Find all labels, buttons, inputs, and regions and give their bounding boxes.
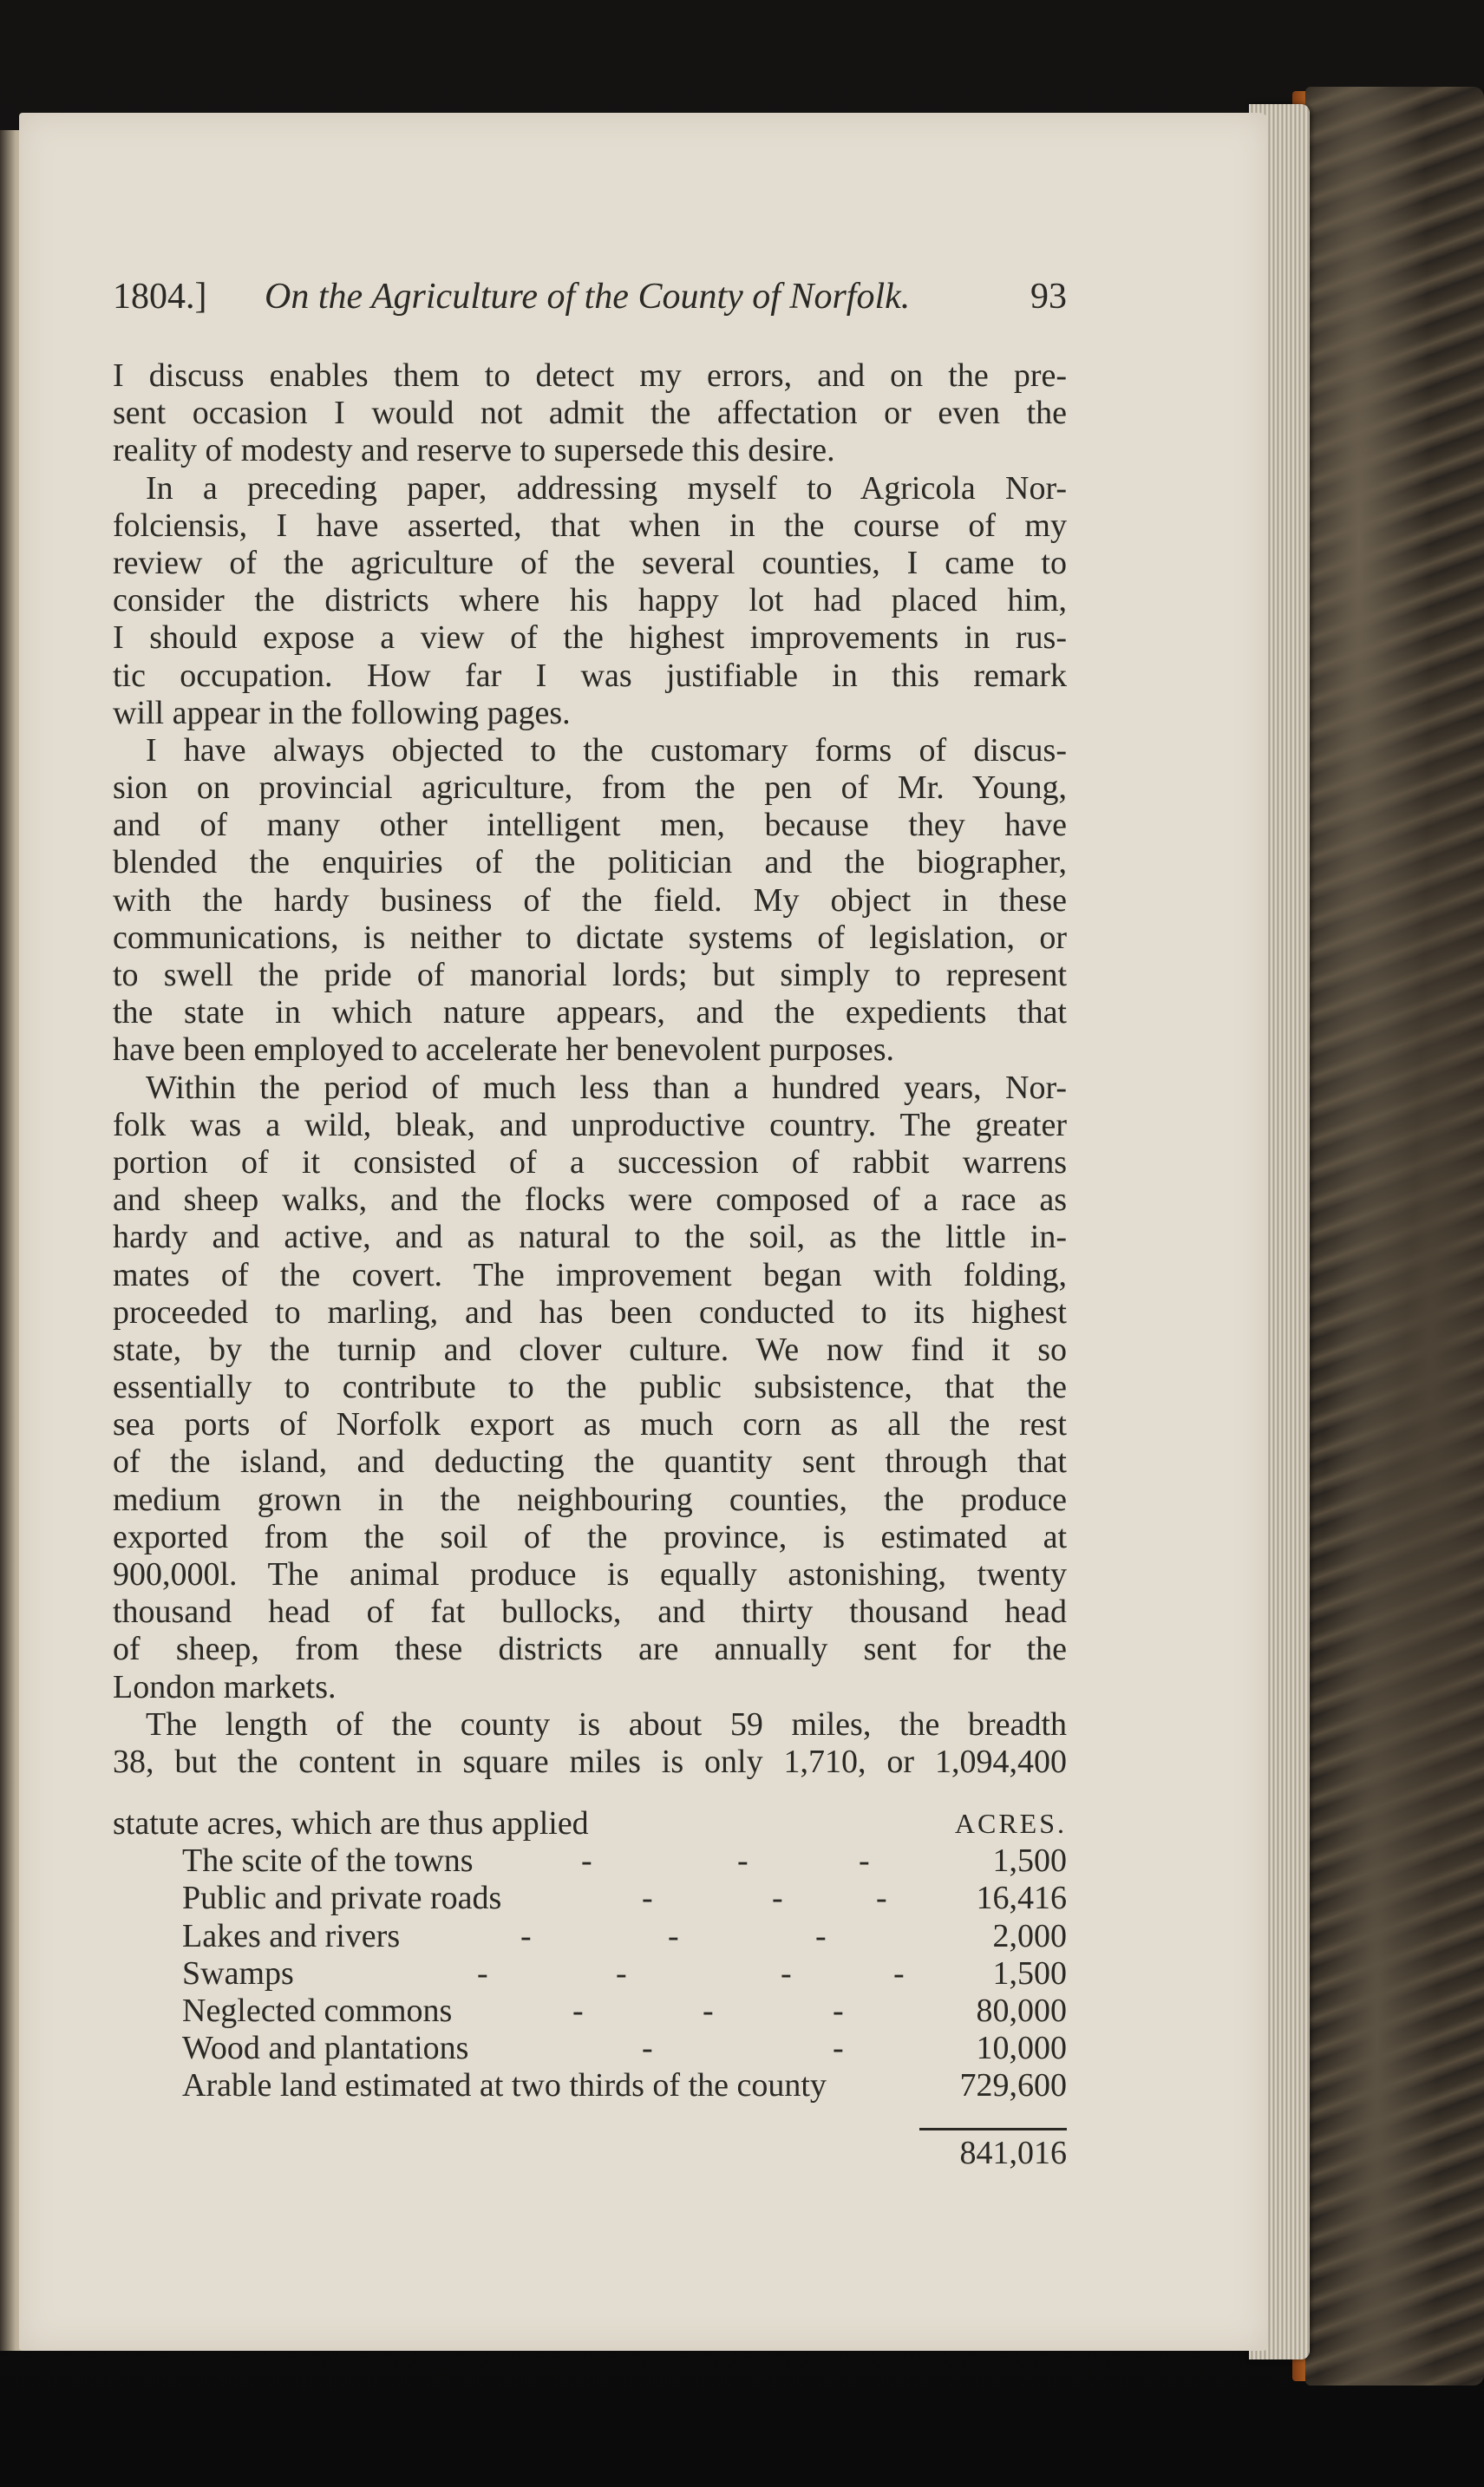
- table-row: [113, 1918, 1067, 1955]
- table-row: [113, 2067, 1067, 2104]
- dash: -: [815, 1917, 827, 1954]
- dash: -: [859, 1842, 870, 1880]
- row-label: Wood and plantations: [182, 2030, 469, 2067]
- text-line: and sheep walks, and the flocks were composed of a race as: [113, 1181, 1067, 1219]
- row-value: 16,416: [976, 1880, 1067, 1917]
- text-line: London markets.: [113, 1668, 337, 1705]
- row-value: 729,600: [959, 2067, 1067, 2104]
- text-line: state, by the turnip and clover culture. We now find it so: [113, 1331, 1067, 1368]
- table-row: [113, 1880, 1067, 1917]
- dash: -: [668, 1917, 679, 1954]
- table-total: 841,016: [959, 2135, 1067, 2171]
- row-label: Arable land estimated at two thirds of the county: [182, 2067, 827, 2104]
- dash: -: [772, 1880, 783, 1917]
- text-line: will appear in the following pages.: [113, 694, 571, 731]
- row-value: 1,500: [992, 1954, 1067, 1992]
- table-row: [113, 2030, 1067, 2067]
- table-row: [113, 1842, 1067, 1880]
- text-line: I have always objected to the customary forms of discus-: [146, 731, 1067, 769]
- dash: -: [642, 1880, 653, 1917]
- text-line: sea ports of Norfolk export as much corn as all the rest: [113, 1406, 1067, 1443]
- table-row: [113, 1993, 1067, 2030]
- row-label: Swamps: [182, 1954, 294, 1992]
- marbled-cover: [1305, 87, 1484, 2386]
- text-line: to swell the pride of manorial lords; but simply to represent: [113, 957, 1067, 993]
- dash: -: [833, 1992, 844, 2029]
- row-label: Lakes and rivers: [182, 1917, 401, 1954]
- text-line: medium grown in the neighbouring counties, the produce: [113, 1481, 1067, 1518]
- text-line: blended the enquiries of the politician and the biographer,: [113, 844, 1067, 881]
- dash: -: [781, 1954, 792, 1992]
- dash: -: [477, 1954, 488, 1992]
- table-intro: statute acres, which are thus applied: [113, 1805, 589, 1842]
- sum-rule: [919, 2128, 1067, 2130]
- header-year: 1804.]: [113, 277, 207, 317]
- dash: -: [642, 2030, 653, 2067]
- dash: -: [703, 1992, 714, 2029]
- text-line: essentially to contribute to the public subsistence, that the: [113, 1369, 1067, 1406]
- dash: -: [572, 1992, 584, 2029]
- text-line: have been employed to accelerate her benevolent purposes.: [113, 1031, 895, 1069]
- text-line: of sheep, from these districts are annually sent for the: [113, 1631, 1067, 1668]
- row-label: Neglected commons: [182, 1992, 453, 2029]
- row-value: 1,500: [992, 1842, 1067, 1880]
- table-intro-row: [113, 1805, 1067, 1842]
- acres-header: ACRES.: [954, 1808, 1067, 1839]
- text-line: I discuss enables them to detect my errors, and on the pre-: [113, 357, 1067, 394]
- dash: -: [581, 1842, 592, 1880]
- text-line: sion on provincial agriculture, from the pen of Mr. Young,: [113, 769, 1067, 807]
- text-line: sent occasion I would not admit the affectation or even the: [113, 395, 1067, 432]
- dash: -: [876, 1880, 887, 1917]
- text-line: mates of the covert. The improvement began with folding,: [113, 1256, 1067, 1293]
- row-value: 2,000: [992, 1917, 1067, 1954]
- text-line: portion of it consisted of a succession of rabbit warrens: [113, 1143, 1067, 1181]
- text-line: proceeded to marling, and has been conducted to its highest: [113, 1293, 1067, 1331]
- text-line: Within the period of much less than a hundred years, Nor-: [146, 1069, 1067, 1106]
- dash: -: [893, 1954, 905, 1992]
- row-label: The scite of the towns: [182, 1842, 474, 1880]
- text-line: I should expose a view of the highest improvements in rus-: [113, 619, 1067, 657]
- text-line: and of many other intelligent men, because they have: [113, 807, 1067, 844]
- text-line: folk was a wild, bleak, and unproductive country. The greater: [113, 1106, 1067, 1143]
- dash: -: [616, 1954, 627, 1992]
- text-line: 900,000l. The animal produce is equally astonishing, twenty: [113, 1556, 1067, 1593]
- text-line: exported from the soil of the province, is estimated at: [113, 1518, 1067, 1555]
- row-label: Public and private roads: [182, 1880, 502, 1917]
- text-line: hardy and active, and as natural to the soil, as the little in-: [113, 1219, 1067, 1256]
- body-text: [113, 357, 1067, 1781]
- dash: -: [833, 2030, 844, 2067]
- text-line: folciensis, I have asserted, that when in the course of my: [113, 507, 1067, 544]
- dash: -: [737, 1842, 749, 1880]
- text-line: the state in which nature appears, and the expedients that: [113, 994, 1067, 1031]
- row-value: 80,000: [976, 1992, 1067, 2029]
- dash: -: [520, 1917, 532, 1954]
- header-title: On the Agriculture of the County of Norfolk.: [265, 277, 911, 317]
- text-line: communications, is neither to dictate systems of legislation, or: [113, 919, 1067, 956]
- text-line: 38, but the content in square miles is only 1,710, or 1,094,400: [113, 1743, 1067, 1780]
- text-line: tic occupation. How far I was justifiable in this remark: [113, 657, 1067, 694]
- text-line: of the island, and deducting the quantity sent through that: [113, 1443, 1067, 1481]
- text-line: review of the agriculture of the several counties, I came to: [113, 544, 1067, 581]
- text-line: consider the districts where his happy lot had placed him,: [113, 582, 1067, 619]
- text-line: The length of the county is about 59 miles, the breadth: [146, 1705, 1067, 1743]
- running-header: [113, 276, 1067, 328]
- table-row: [113, 1955, 1067, 1993]
- text-line: reality of modesty and reserve to supersede this desire.: [113, 432, 835, 469]
- acreage-table: [113, 1805, 1067, 2105]
- text-line: thousand head of fat bullocks, and thirty thousand head: [113, 1594, 1067, 1631]
- page-number: 93: [1030, 277, 1067, 317]
- text-line: with the hardy business of the field. My object in these: [113, 881, 1067, 919]
- text-line: In a preceding paper, addressing myself to Agricola Nor-: [146, 469, 1067, 507]
- row-value: 10,000: [976, 2030, 1067, 2067]
